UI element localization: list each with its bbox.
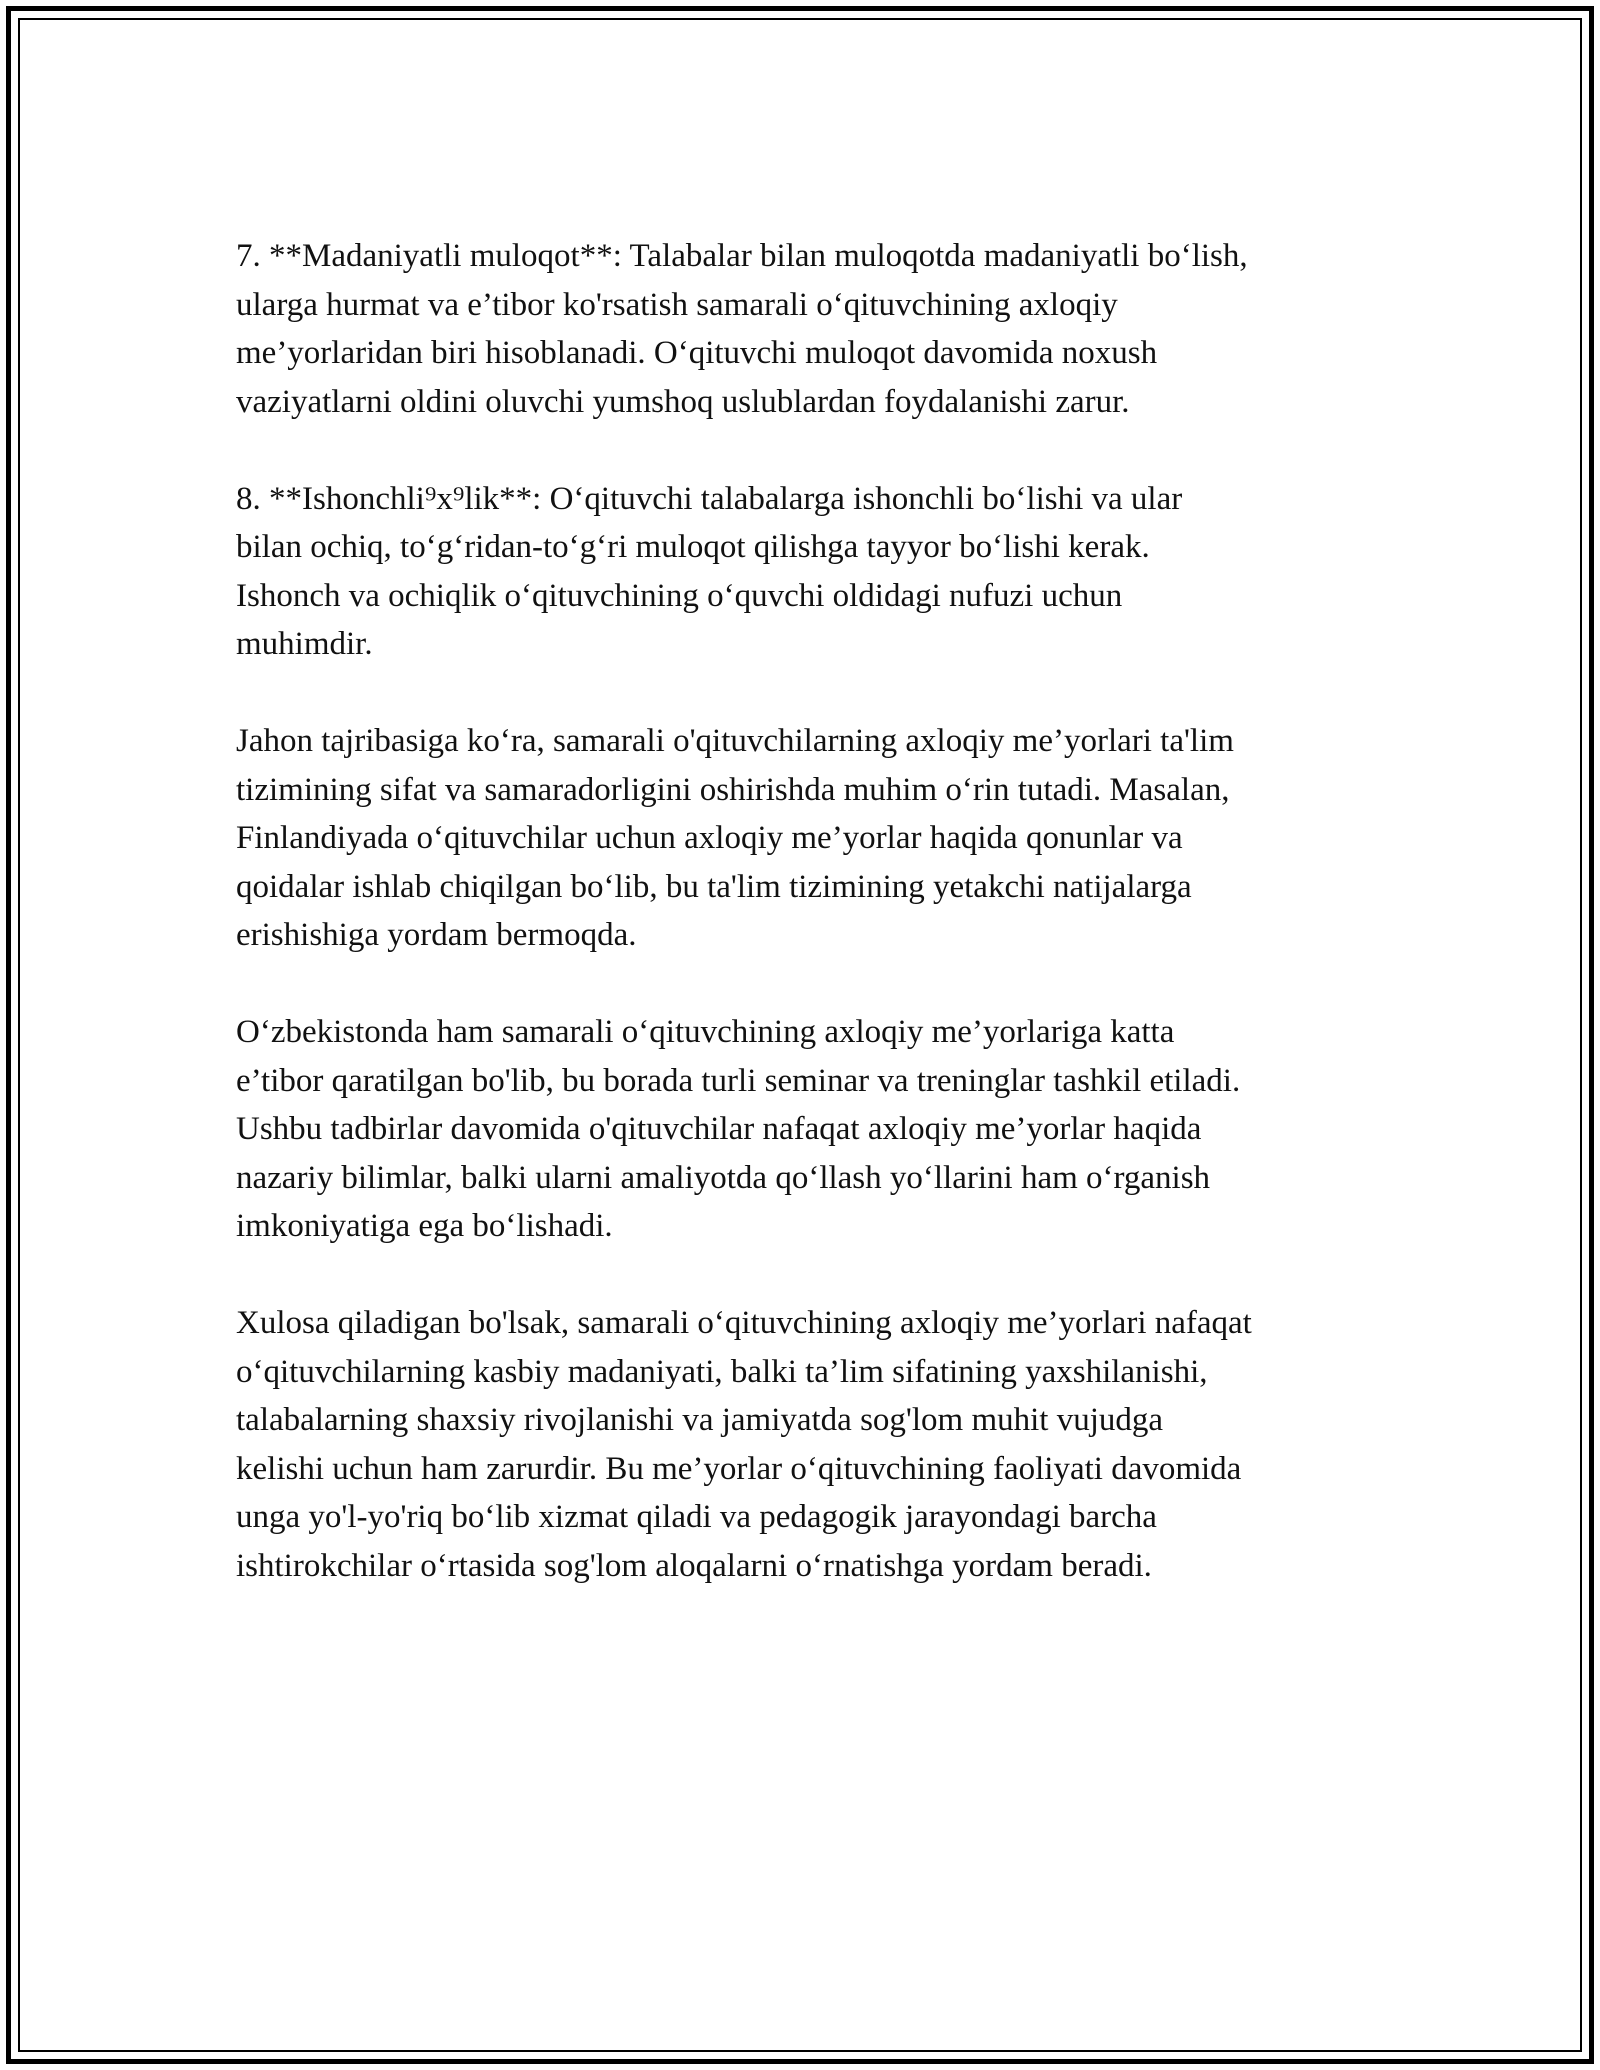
paragraph-jahon-tajribasi: Jahon tajribasiga ko‘ra, samarali o'qituvchilarning axloqiy me’yorlari ta'lim tizimining sifat va samaradorligini oshirishda muhim o‘rin tutadi. Masalan, Finlandiyada o‘qituvchilar uchun axloqiy me’yorlar haqida qonunlar va qoidalar ishlab chiqilgan bo‘lib, bu ta'lim tizimining yetakchi natijalarga erishishiga yordam bermoqda. (236, 723, 1234, 953)
paragraph-madaniyatli-muloqot: 7. **Madaniyatli muloqot**: Talabalar bilan muloqotda madaniyatli bo‘lish, ularga hurmat va e’tibor ko'rsatish samarali o‘qituvchining axloqiy me’yorlaridan biri hisoblanadi. O‘qituvchi muloqot davomida noxush vaziyatlarni oldini oluvchi yumshoq uslublardan foydalanishi zarur. (236, 238, 1248, 420)
paragraph-ishonchlilik: 8. **Ishonchli⁹x⁹lik**: O‘qituvchi talabalarga ishonchli bo‘lishi va ular bilan ochiq, to‘g‘ridan-to‘g‘ri muloqot qilishga tayyor bo‘lishi kerak. Ishonch va ochiqlik o‘qituvchining o‘quvchi oldidagi nufuzi uchun muhimdir. (236, 480, 1183, 662)
document-body (236, 232, 1386, 1639)
paragraph-xulosa: Xulosa qiladigan bo'lsak, samarali o‘qituvchining axloqiy me’yorlari nafaqat o‘qituvchilarning kasbiy madaniyati, balki ta’lim sifatining yaxshilanishi, talabalarning shaxsiy rivojlanishi va jamiyatda sog'lom muhit vujudga kelishi uchun ham zarurdir. Bu me’yorlar o‘qituvchining faoliyati davomida unga yo'l-yo'riq bo‘lib xizmat qiladi va pedagogik jarayondagi barcha ishtirokchilar o‘rtasida sog'lom aloqalarni o‘rnatishga yordam beradi. (236, 1305, 1252, 1584)
paragraph-ozbekiston: O‘zbekistonda ham samarali o‘qituvchining axloqiy me’yorlariga katta e’tibor qaratilgan bo'lib, bu borada turli seminar va treninglar tashkil etiladi. Ushbu tadbirlar davomida o'qituvchilar nafaqat axloqiy me’yorlar haqida nazariy bilimlar, balki ularni amaliyotda qo‘llash yo‘llarini ham o‘rganish imkoniyatiga ega bo‘lishadi. (236, 1014, 1241, 1244)
